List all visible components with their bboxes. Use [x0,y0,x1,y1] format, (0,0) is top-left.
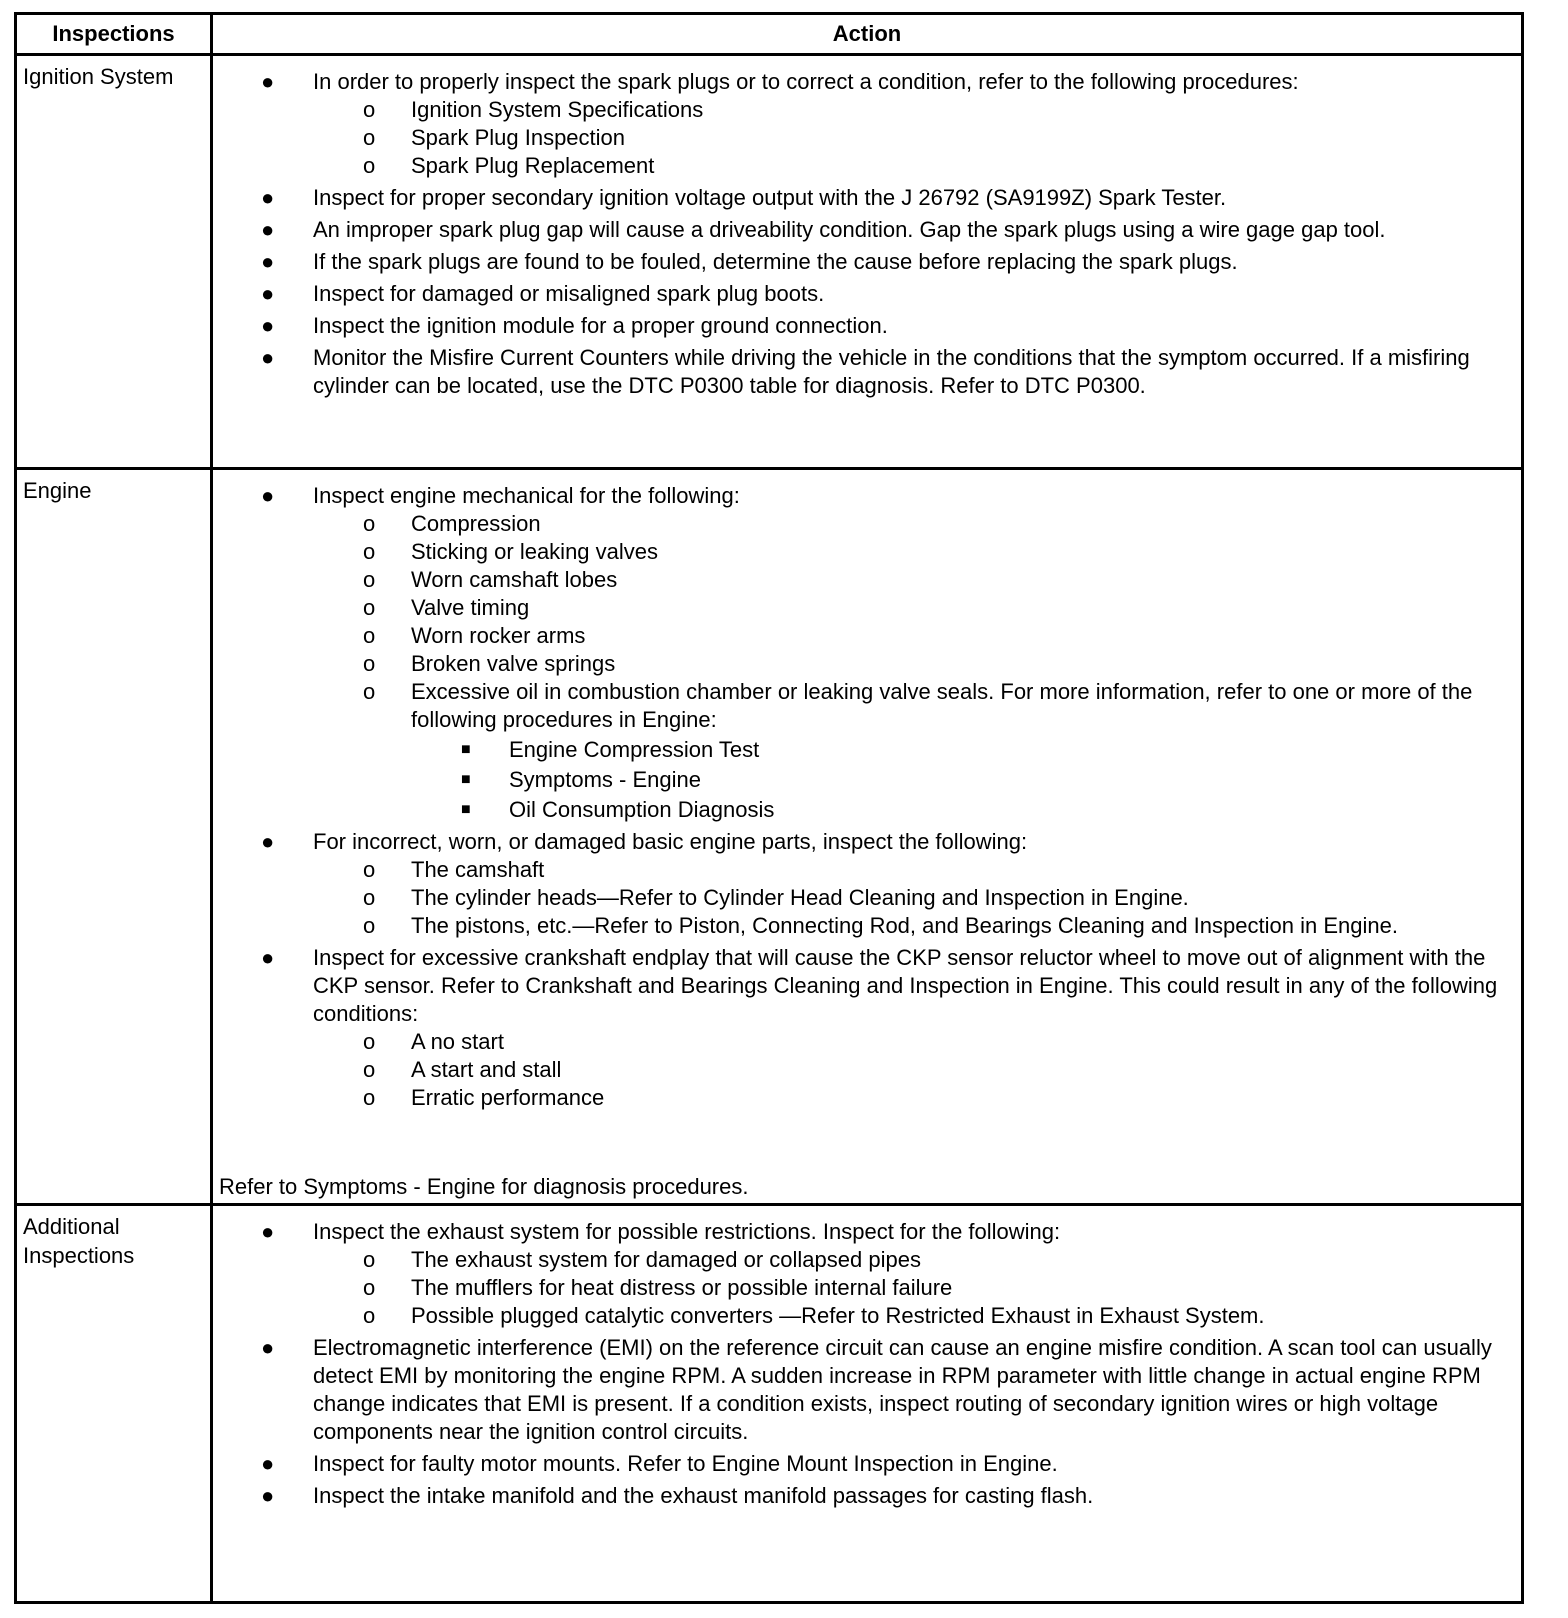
list-item [261,482,1511,824]
sub-item-text: The exhaust system for damaged or collapsed pipes [411,1247,921,1272]
sub-list [313,856,1511,940]
list-item [261,280,1511,308]
sub-item-text: Compression [411,511,541,536]
sub-item-text: Worn camshaft lobes [411,567,618,592]
list-item [261,248,1511,276]
bullet-icon: ● [261,69,275,94]
sub-sub-item-text: Symptoms - Engine [509,767,701,792]
sub-list-item [363,594,1511,622]
sub-list-item [363,1028,1511,1056]
sub-list-item [363,884,1511,912]
circle-bullet-icon: o [363,125,376,150]
action-cell [212,55,1523,469]
sub-item-text: Spark Plug Replacement [411,153,655,178]
list-item-text: Inspect for damaged or misaligned spark plug boots. [313,281,825,306]
circle-bullet-icon: o [363,1247,376,1272]
sub-item-text: Excessive oil in combustion chamber or leaking valve seals. For more information, refer to one or more of the following procedures in Engine: [411,679,1473,732]
sub-list-item [363,96,1511,124]
list-item [261,1218,1511,1330]
action-list [213,68,1521,400]
sub-sub-item-text: Oil Consumption Diagnosis [509,797,775,822]
sub-list-item [363,538,1511,566]
sub-item-text: The mufflers for heat distress or possible internal failure [411,1275,953,1300]
bullet-icon: ● [261,249,275,274]
list-item [261,68,1511,180]
bullet-icon: ● [261,1483,275,1508]
list-item-text: Inspect for proper secondary ignition voltage output with the J 26792 (SA9199Z) Spark Tester. [313,185,1227,210]
action-cell [212,469,1523,1205]
sub-list [313,96,1511,180]
square-bullet-icon: ■ [461,801,471,818]
sub-sub-list-item [461,736,1511,764]
sub-item-text: The pistons, etc.—Refer to Piston, Connecting Rod, and Bearings Cleaning and Inspection in Engine. [411,913,1398,938]
bullet-icon: ● [261,829,275,854]
table-row [16,469,1523,1205]
sub-list [313,1028,1511,1112]
inspection-cell [16,469,212,1205]
bullet-icon: ● [261,1335,275,1360]
header-inspections: Inspections [16,14,212,55]
list-item-text: If the spark plugs are found to be fouled, determine the cause before replacing the spark plugs. [313,249,1238,274]
circle-bullet-icon: o [363,539,376,564]
sub-item-text: Possible plugged catalytic converters —Refer to Restricted Exhaust in Exhaust System. [411,1303,1265,1328]
circle-bullet-icon: o [363,623,376,648]
action-cell [212,1205,1523,1603]
bullet-icon: ● [261,217,275,242]
sub-item-text: Erratic performance [411,1085,605,1110]
inspection-cell [16,1205,212,1603]
circle-bullet-icon: o [363,1085,376,1110]
inspection-label: Additional Inspections [23,1214,135,1268]
list-item [261,184,1511,212]
sub-list-item [363,1302,1511,1330]
inspection-label: Ignition System [23,64,174,89]
circle-bullet-icon: o [363,97,376,122]
diagnosis-note: Refer to Symptoms - Engine for diagnosis procedures. [219,1174,749,1199]
circle-bullet-icon: o [363,567,376,592]
list-item-text: Inspect the intake manifold and the exhaust manifold passages for casting flash. [313,1483,1094,1508]
sub-sub-list [411,736,1511,824]
table-row [16,55,1523,469]
list-item [261,828,1511,940]
sub-list-item [363,912,1511,940]
sub-list-item [363,622,1511,650]
sub-item-text: Broken valve springs [411,651,616,676]
circle-bullet-icon: o [363,1303,376,1328]
circle-bullet-icon: o [363,1029,376,1054]
bullet-icon: ● [261,945,275,970]
sub-list-item [363,650,1511,678]
sub-sub-list-item [461,766,1511,794]
list-item-text: Inspect for faulty motor mounts. Refer to Engine Mount Inspection in Engine. [313,1451,1058,1476]
circle-bullet-icon: o [363,885,376,910]
sub-item-text: Ignition System Specifications [411,97,704,122]
list-item-text: Inspect the exhaust system for possible restrictions. Inspect for the following: [313,1219,1061,1244]
sub-item-text: Valve timing [411,595,530,620]
sub-item-text: Worn rocker arms [411,623,586,648]
list-item-text: Inspect the ignition module for a proper ground connection. [313,313,888,338]
bullet-icon: ● [261,483,275,508]
list-item [261,344,1511,400]
sub-list [313,1246,1511,1330]
list-item-text: An improper spark plug gap will cause a driveability condition. Gap the spark plugs using a wire gage gap tool. [313,217,1386,242]
sub-list-item [363,1056,1511,1084]
bullet-icon: ● [261,281,275,306]
sub-list [313,510,1511,824]
sub-item-text: The camshaft [411,857,545,882]
circle-bullet-icon: o [363,595,376,620]
sub-item-text: Spark Plug Inspection [411,125,626,150]
list-item [261,1334,1511,1446]
sub-list-item [363,856,1511,884]
sub-item-text: Sticking or leaking valves [411,539,659,564]
bullet-icon: ● [261,1451,275,1476]
action-list [213,482,1521,1112]
sub-sub-list-item [461,796,1511,824]
list-item-text: Inspect for excessive crankshaft endplay that will cause the CKP sensor reluctor wheel to move out of alignment with the CKP sensor. Refer to Crankshaft and Bearings Cleaning and Inspection in Engine. This could result in any of the following conditions: [313,945,1498,1026]
circle-bullet-icon: o [363,857,376,882]
sub-item-text: A no start [411,1029,504,1054]
list-item-text: Electromagnetic interference (EMI) on the reference circuit can cause an engine misfire condition. A scan tool can usually detect EMI by monitoring the engine RPM. A sudden increase in RPM parameter with little change in actual engine RPM change indicates that EMI is present. If a condition exists, inspect routing of secondary ignition wires or high voltage components near the ignition control circuits. [313,1335,1492,1444]
square-bullet-icon: ■ [461,771,471,788]
sub-item-text: The cylinder heads—Refer to Cylinder Head Cleaning and Inspection in Engine. [411,885,1189,910]
list-item [261,312,1511,340]
circle-bullet-icon: o [363,1275,376,1300]
table-header-row [16,14,1523,55]
sub-list-item [363,124,1511,152]
circle-bullet-icon: o [363,651,376,676]
bullet-icon: ● [261,345,275,370]
sub-item-text: A start and stall [411,1057,562,1082]
circle-bullet-icon: o [363,1057,376,1082]
square-bullet-icon: ■ [461,741,471,758]
sub-list-item [363,1274,1511,1302]
sub-list-item [363,1084,1511,1112]
sub-list-item [363,1246,1511,1274]
bullet-icon: ● [261,185,275,210]
list-item-text: In order to properly inspect the spark plugs or to correct a condition, refer to the following procedures: [313,69,1299,94]
action-list [213,1218,1521,1510]
list-item-text: For incorrect, worn, or damaged basic engine parts, inspect the following: [313,829,1028,854]
circle-bullet-icon: o [363,679,376,704]
list-item [261,216,1511,244]
circle-bullet-icon: o [363,913,376,938]
sub-list-item [363,566,1511,594]
inspection-table [14,12,1524,1604]
sub-list-item [363,678,1511,824]
list-item [261,1482,1511,1510]
list-item-text: Monitor the Misfire Current Counters while driving the vehicle in the conditions that the symptom occurred. If a misfiring cylinder can be located, use the DTC P0300 table for diagnosis. Refer to DTC P0300. [313,345,1470,398]
table-row [16,1205,1523,1603]
bullet-icon: ● [261,1219,275,1244]
circle-bullet-icon: o [363,153,376,178]
inspection-cell [16,55,212,469]
header-action: Action [212,14,1523,55]
list-item-text: Inspect engine mechanical for the following: [313,483,740,508]
list-item [261,1450,1511,1478]
list-item [261,944,1511,1112]
sub-list-item [363,152,1511,180]
sub-list-item [363,510,1511,538]
sub-sub-item-text: Engine Compression Test [509,737,760,762]
inspection-label: Engine [23,478,92,503]
bullet-icon: ● [261,313,275,338]
circle-bullet-icon: o [363,511,376,536]
